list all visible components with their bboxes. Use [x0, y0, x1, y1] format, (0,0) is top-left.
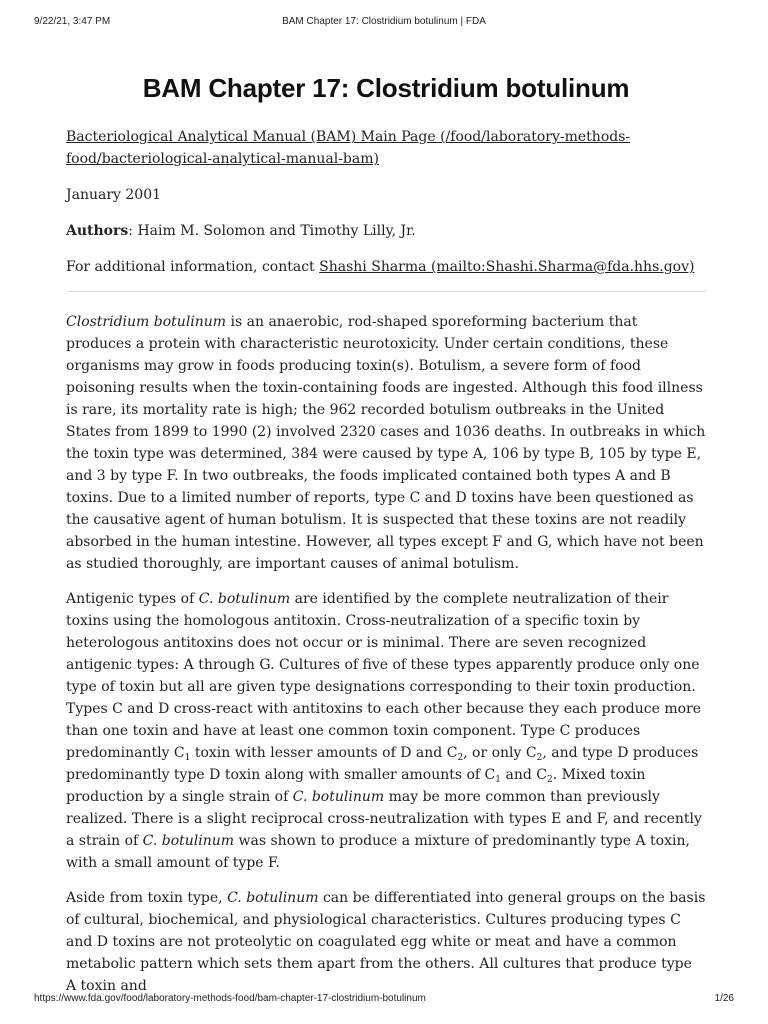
authors-label: Authors — [66, 223, 129, 239]
authors-names: Haim M. Solomon and Timothy Lilly, Jr. — [137, 223, 416, 239]
contact-line — [66, 256, 706, 278]
organism-name: Clostridium botulinum — [66, 314, 227, 330]
subscript: 2 — [546, 775, 553, 785]
paragraph-text: can be differentiated into general groups on the basis of cultural, biochemical, and physiological characteristics. Cultures producing types C and D toxins are not proteolytic on coagulated egg white or meat and have a common metabolic pattern which sets them apart from the others. All cultures that produce type A toxin and — [66, 890, 706, 994]
print-timestamp: 9/22/21, 3:47 PM — [34, 16, 111, 27]
paragraph-text: . Mixed toxin production by a single strain of — [66, 767, 646, 805]
print-url: https://www.fda.gov/food/laboratory-methods-food/bam-chapter-17-clostridium-botulinum — [34, 993, 426, 1004]
print-header — [34, 16, 734, 30]
page-title: BAM Chapter 17: Clostridium botulinum — [142, 73, 630, 103]
paragraph-text: are identified by the complete neutralization of their toxins using the homologous antitoxin. Cross-neutralization of a specific toxin by heterologous antitoxins does not occur or is minimal. There are seven recognized antigenic types: A through G. Cultures of five of these types apparently produce only one type of toxin but all are given type designations corresponding to their toxin production. Types C and D cross-react with antitoxins to each other because they each produce more than one toxin and have at least one common toxin component. Type C produces predominantly C — [66, 591, 702, 761]
paragraph-text: , or only C — [463, 745, 537, 761]
organism-name: C. botulinum — [227, 890, 319, 906]
contact-email-link[interactable]: Shashi Sharma (mailto:Shashi.Sharma@fda.hhs.gov) — [319, 259, 695, 275]
authors-separator: : — [128, 223, 138, 239]
subscript: 1 — [184, 753, 191, 763]
organism-name: C. botulinum — [198, 591, 291, 607]
bam-main-page-link[interactable] — [66, 129, 630, 167]
paragraph-text: Aside from toxin type, — [66, 890, 228, 906]
subscript: 2 — [536, 753, 543, 763]
paragraph-intro — [66, 311, 706, 575]
paragraph-text: , and type D produces predominantly type D toxin along with smaller amounts of C — [66, 745, 699, 783]
paragraph-groups — [66, 887, 706, 997]
bam-main-page-link-block — [66, 126, 706, 170]
organism-name: C. botulinum — [292, 789, 385, 805]
subscript: 2 — [457, 753, 464, 763]
subscript: 1 — [495, 775, 502, 785]
print-footer — [34, 993, 734, 1007]
bam-main-page-link-line2: food/bacteriological-analytical-manual-bam) — [66, 151, 379, 167]
paragraph-text: is an anaerobic, rod-shaped sporeforming bacterium that produces a protein with characteristic neurotoxicity. Under certain conditions, these organisms may grow in foods producing toxin(s). Botulism, a severe form of food poisoning results when the toxin-containing foods are ingested. Although this food illness is rare, its mortality rate is high; the 962 recorded botulism outbreaks in the United States from 1899 to 1990 (2) involved 2320 cases and 1036 deaths. In outbreaks in which the toxin type was determined, 384 were caused by type A, 106 by type B, 105 by type E, and 3 by type F. In two outbreaks, the foods implicated contained both types A and B toxins. Due to a limited number of reports, type C and D toxins have been questioned as the causative agent of human botulism. It is suspected that these toxins are not readily absorbed in the human intestine. However, all types except F and G, which have not been as studied thoroughly, are important causes of animal botulism. — [66, 314, 706, 572]
paragraph-text: Antigenic types of — [66, 591, 199, 607]
paragraph-text: toxin with lesser amounts of D and C — [190, 745, 458, 761]
paragraph-text: and C — [501, 767, 547, 783]
paragraph-text: was shown to produce a mixture of predominantly type A toxin, with a small amount of type F. — [66, 833, 690, 871]
organism-name: C. botulinum — [142, 833, 235, 849]
publication-date: January 2001 — [66, 187, 162, 203]
bam-main-page-link-line1: Bacteriological Analytical Manual (BAM) Main Page (/food/laboratory-methods- — [66, 129, 631, 145]
article-content — [66, 70, 706, 997]
authors-line — [66, 220, 706, 242]
paragraph-antigenic-types — [66, 588, 706, 874]
section-divider — [66, 291, 706, 292]
contact-prefix: For additional information, contact — [66, 259, 320, 275]
paragraph-text: may be more common than previously realized. There is a slight reciprocal cross-neutralization with types E and F, and recently a strain of — [66, 789, 702, 849]
page-counter: 1/26 — [714, 993, 734, 1004]
print-page-title: BAM Chapter 17: Clostridium botulinum | FDA — [282, 16, 486, 27]
